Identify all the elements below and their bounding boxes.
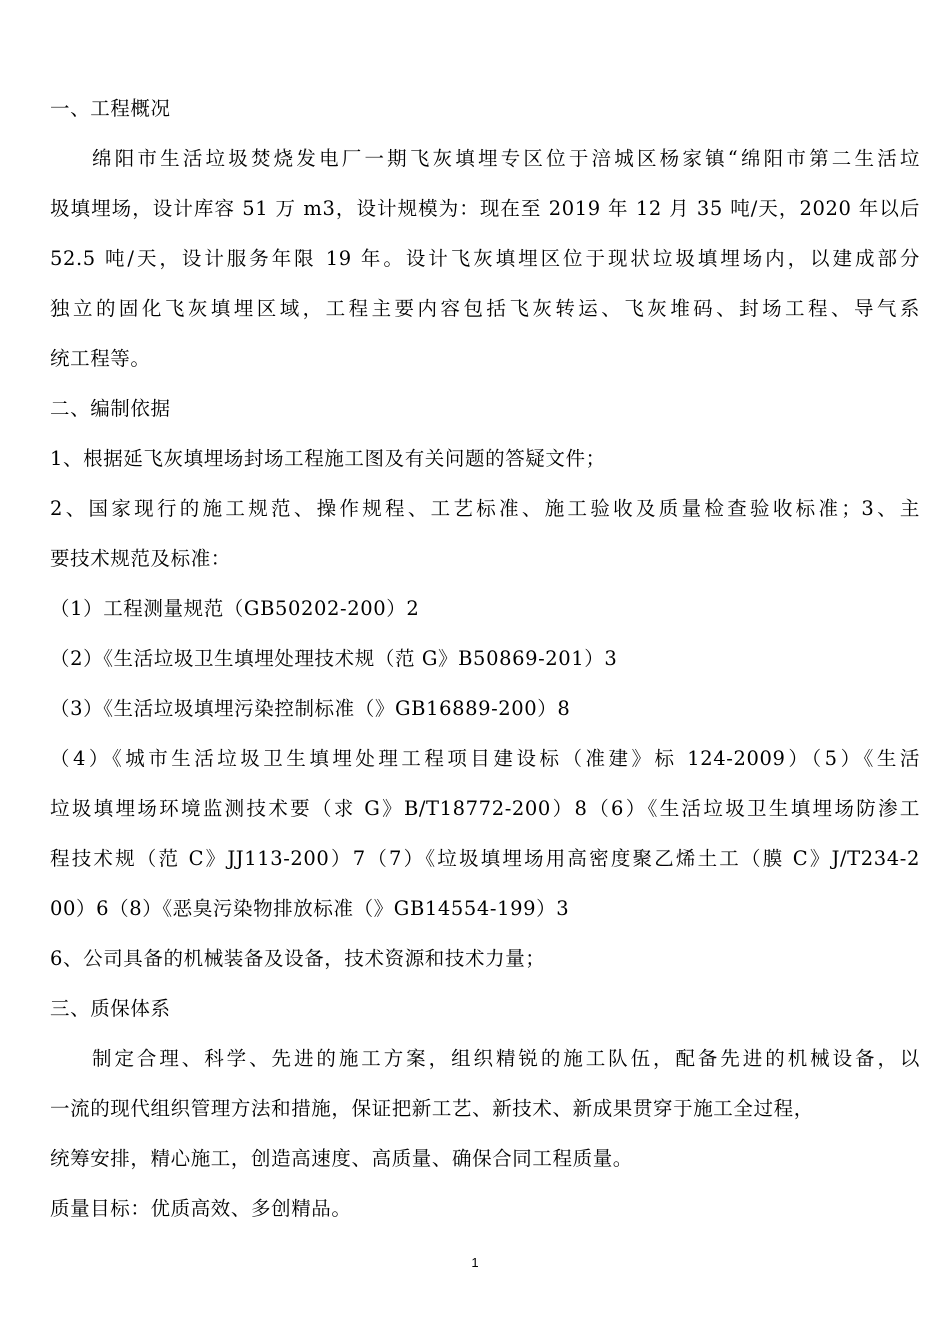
standard-item: （4）《城市生活垃圾卫生填埋处理工程项目建设标（准建》标 124-2009）（5）《生活 — [50, 747, 920, 770]
paragraph-line: 统工程等。 — [50, 347, 151, 370]
paragraph-line: 绵阳市生活垃圾焚烧发电厂一期飞灰填埋专区位于涪城区杨家镇“绵阳市第二生活垃 — [92, 147, 920, 170]
list-item: 6、公司具备的机械装备及设备，技术资源和技术力量； — [50, 947, 546, 970]
section-heading-overview: 一、工程概况 — [50, 97, 171, 120]
quality-goal: 质量目标：优质高效、多创精品。 — [50, 1197, 352, 1220]
paragraph-line: 制定合理、科学、先进的施工方案，组织精锐的施工队伍，配备先进的机械设备，以 — [92, 1047, 920, 1070]
list-item: 1、根据延飞灰填埋场封场工程施工图及有关问题的答疑文件； — [50, 447, 606, 470]
section-heading-quality: 三、质保体系 — [50, 997, 171, 1020]
standard-item: 00）6（8）《恶臭污染物排放标准（》GB14554-199）3 — [50, 897, 570, 920]
paragraph-line: 统筹安排，精心施工，创造高速度、高质量、确保合同工程质量。 — [50, 1147, 633, 1170]
standard-item: 程技术规（范 C》JJ113-200）7（7）《垃圾填埋场用高密度聚乙烯土工（膜 C》J/T234-2 — [50, 847, 920, 870]
list-item: 2、国家现行的施工规范、操作规程、工艺标准、施工验收及质量检查验收标准；3、主 — [50, 497, 920, 520]
page-number: 1 — [471, 1255, 479, 1270]
standard-item: 垃圾填埋场环境监测技术要（求 G》B/T18772-200）8（6）《生活垃圾卫生填埋场防渗工 — [50, 797, 920, 820]
standard-item: （2）《生活垃圾卫生填埋处理技术规（范 G》B50869-201）3 — [50, 647, 618, 670]
paragraph-line: 独立的固化飞灰填埋区域，工程主要内容包括飞灰转运、飞灰堆码、封场工程、导气系 — [50, 297, 920, 320]
paragraph-line: 52.5 吨/天，设计服务年限 19 年。设计飞灰填埋区位于现状垃圾填埋场内，以建成部分 — [50, 247, 920, 270]
document-body — [50, 84, 920, 1234]
standard-item: （3）《生活垃圾填埋污染控制标准（》GB16889-200）8 — [50, 697, 571, 720]
paragraph-line: 一流的现代组织管理方法和措施，保证把新工艺、新技术、新成果贯穿于施工全过程， — [50, 1097, 814, 1120]
list-item: 要技术规范及标准： — [50, 547, 231, 570]
section-heading-basis: 二、编制依据 — [50, 397, 171, 420]
standard-item: （1）工程测量规范（GB50202-200）2 — [50, 597, 420, 620]
paragraph-line: 圾填埋场，设计库容 51 万 m3，设计规模为：现在至 2019 年 12 月 35 吨/天，2020 年以后 — [50, 197, 920, 220]
